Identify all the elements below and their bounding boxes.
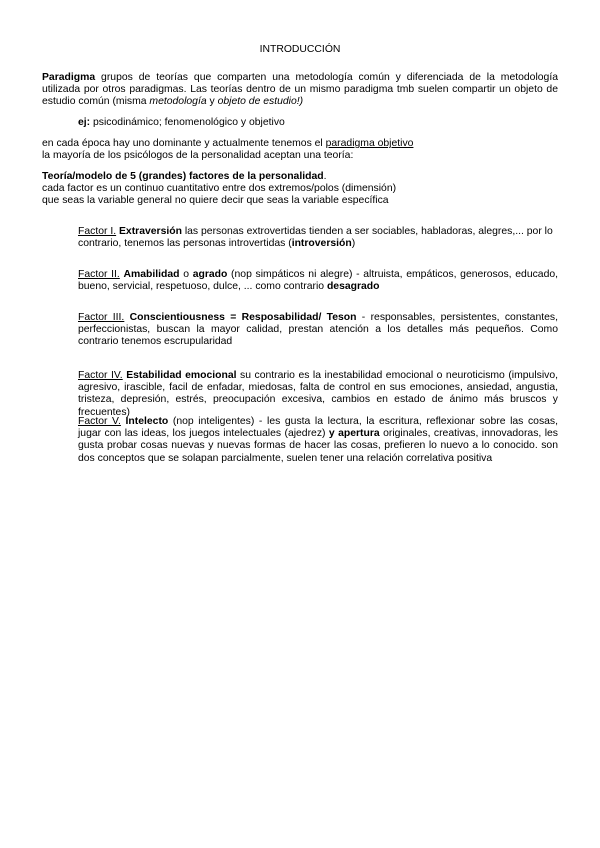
factor-2-text: (nop simpáticos ni alegre) - altruista, empáticos, generosos, educado, bueno, servicial, respetuoso, dulce, ... como contrario (78, 269, 559, 293)
paradigma-term: Paradigma (42, 72, 96, 83)
factor-3-text: - responsables, persistentes, constantes, perfeccionistas, buscan la mayor calidad, prestan atención a los detalles más pequeños. Como contrario tenemos escrupularidad (78, 312, 558, 348)
factor-1-paragraph (78, 226, 558, 250)
modelo-line-2: cada factor es un continuo cuantitativo entre dos extremos/polos (dimensión) (42, 183, 397, 195)
epoca-line-1-text: en cada época hay uno dominante y actualmente tenemos el (42, 138, 326, 149)
paradigma-objetivo-link: paradigma objetivo (325, 138, 414, 149)
factor-5-label: Factor V. (78, 416, 121, 427)
factor-4-text: su contrario es la inestabilidad emocional o neuroticismo (impulsivo, agresivo, irascible, facil de enfadar, miedosas, falta de control en sus emociones, ansiedad, angustia, tristeza, depresión, estrés, preocupación excesiva, cambios en estado de ánimo más bruscos y frecuentes) (78, 370, 558, 418)
factor-5-text-1: (nop inteligentes) - les gusta la lectura, la escritura, reflexionar sobre las cosas, jugar con las ideas, los juegos intelectuales (ajedrez) (78, 416, 559, 440)
factor-1-end: ) (351, 238, 356, 250)
page-title: INTRODUCCIÓN (259, 44, 341, 55)
modelo-heading-end: . (323, 171, 327, 182)
example-text: psicodinámico; fenomenológico y objetivo (90, 117, 285, 128)
epoca-paragraph (42, 138, 558, 162)
paradigma-text-1: grupos de teorías que comparten una metodología común y diferenciada de la metodología utilizada por otros paradigmas. Las teorías dentro de un mismo paradigma tmb suelen compartir un objeto de estudio común (misma (42, 72, 558, 108)
paradigma-text-2: y (206, 96, 218, 108)
paradigma-definition (42, 72, 558, 109)
modelo-paragraph (42, 171, 558, 208)
factor-3-paragraph (78, 312, 558, 349)
modelo-line-3: que seas la variable general no quiere decir que seas la variable específica (42, 195, 389, 207)
factor-2-opposite: desagrado (326, 281, 380, 293)
factor-2-label: Factor II. (78, 269, 120, 280)
factor-4-name: Estabilidad emocional (126, 370, 237, 381)
factor-3-name: Conscientiousness = Resposabilidad/ Teson (129, 312, 357, 323)
factor-1-opposite: introversión (291, 238, 352, 250)
example-label: ej: (78, 117, 91, 128)
factor-3-label: Factor III. (78, 312, 125, 323)
epoca-line-2: la mayoría de los psicólogos de la personalidad aceptan una teoría: (42, 150, 354, 162)
factor-5-text-2: originales, creativas, innovadoras, les gusta probar cosas nuevas y nuevas formas de hacer las cosas, prefieren lo nuevo a lo conocido. son dos conceptos que se solapan parcialmente, suelen tener una relación correlativa positiva (78, 428, 558, 464)
paradigma-italic-1: metodología (149, 96, 207, 108)
modelo-heading: Teoría/modelo de 5 (grandes) factores de la personalidad (42, 171, 324, 182)
factor-2-name-1: Amabilidad (123, 269, 180, 280)
factor-1-text: las personas extrovertidas tienden a ser sociables, habladoras, alegres,... por lo contrario, tenemos las personas introvertidas ( (78, 226, 553, 250)
factor-4-label: Factor IV. (78, 370, 123, 381)
factor-1-name: Extraversión (119, 226, 182, 237)
factor-1-label: Factor I. (78, 226, 117, 237)
factor-2-mid: o (179, 269, 193, 280)
paradigma-italic-2: objeto de estudio!) (217, 96, 304, 108)
modelo-heading-line (42, 171, 558, 183)
factor-4-paragraph (78, 370, 558, 419)
factor-2-name-2: agrado (192, 269, 228, 280)
epoca-line-1 (42, 138, 558, 150)
factor-2-paragraph (78, 269, 558, 293)
factor-5-paragraph (78, 416, 558, 465)
paradigma-example (78, 117, 285, 129)
factor-5-name: Intelecto (125, 416, 169, 427)
factor-5-name-2: y apertura (328, 428, 380, 440)
